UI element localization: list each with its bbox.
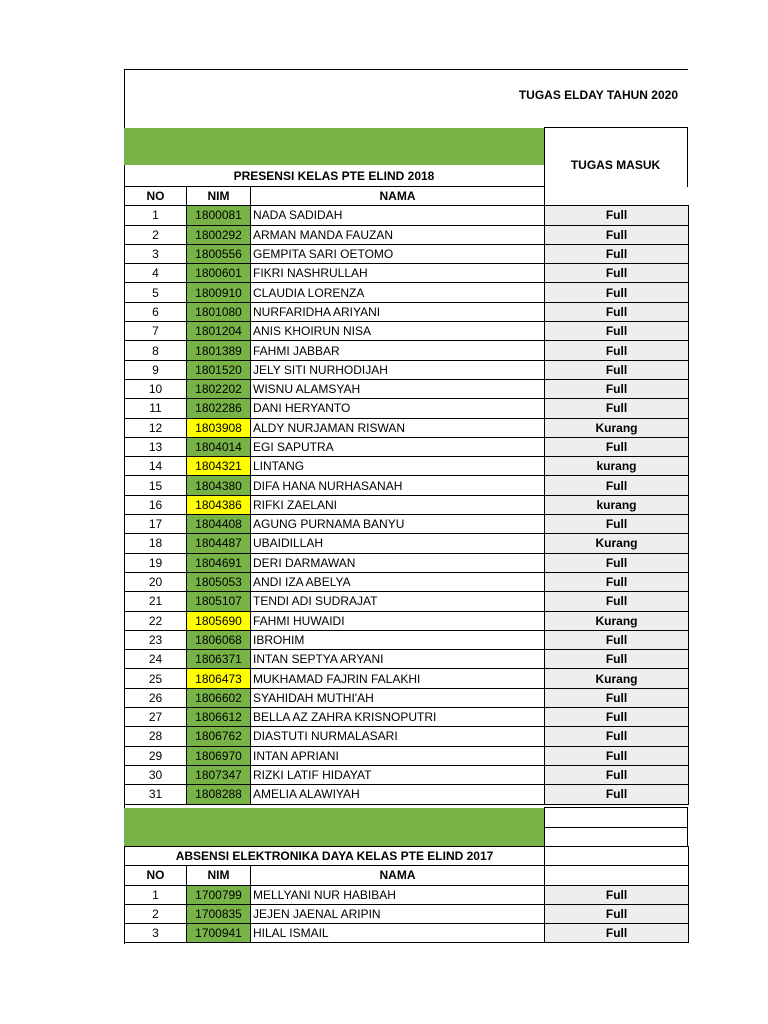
row-nim: 1801080	[187, 302, 251, 321]
row-nama: SYAHIDAH MUTHI'AH	[251, 688, 545, 707]
row-status: kurang	[545, 495, 689, 514]
row-nama: JELY SITI NURHODIJAH	[251, 360, 545, 379]
row-status: Full	[545, 553, 689, 572]
section2-header-row	[125, 866, 689, 885]
row-nim: 1802286	[187, 399, 251, 418]
row-nama: BELLA AZ ZAHRA KRISNOPUTRI	[251, 708, 545, 727]
row-status: Full	[545, 885, 689, 904]
row-status: Kurang	[545, 611, 689, 630]
row-no: 15	[125, 476, 187, 495]
section1-green-band	[124, 128, 544, 165]
table-row	[125, 437, 689, 456]
row-nim: 1804487	[187, 534, 251, 553]
row-no: 6	[125, 302, 187, 321]
row-no: 24	[125, 650, 187, 669]
row-status: Full	[545, 437, 689, 456]
table-row	[125, 244, 689, 263]
row-nama: FIKRI NASHRULLAH	[251, 264, 545, 283]
row-nama: CLAUDIA LORENZA	[251, 283, 545, 302]
row-nama: JEJEN JAENAL ARIPIN	[251, 904, 545, 923]
row-no: 16	[125, 495, 187, 514]
row-nama: ANIS KHOIRUN NISA	[251, 322, 545, 341]
section2-gap-cell-2	[544, 827, 688, 847]
row-status: Full	[545, 727, 689, 746]
row-status: Full	[545, 225, 689, 244]
row-nim: 1700941	[187, 924, 251, 943]
row-no: 22	[125, 611, 187, 630]
row-status: Full	[545, 630, 689, 649]
row-status: Full	[545, 283, 689, 302]
row-status: Full	[545, 708, 689, 727]
row-status: Full	[545, 515, 689, 534]
row-no: 10	[125, 379, 187, 398]
row-no: 21	[125, 592, 187, 611]
row-nim: 1804691	[187, 553, 251, 572]
row-nim: 1805107	[187, 592, 251, 611]
row-status: Full	[545, 322, 689, 341]
row-status: Full	[545, 650, 689, 669]
row-status: Kurang	[545, 418, 689, 437]
row-no: 18	[125, 534, 187, 553]
row-no: 28	[125, 727, 187, 746]
table-row	[125, 885, 689, 904]
document-title: TUGAS ELDAY TAHUN 2020	[518, 88, 678, 102]
table-row	[125, 746, 689, 765]
row-nim: 1804408	[187, 515, 251, 534]
row-no: 4	[125, 264, 187, 283]
row-status: Full	[545, 476, 689, 495]
row-nama: FAHMI JABBAR	[251, 341, 545, 360]
row-no: 13	[125, 437, 187, 456]
row-nim: 1806068	[187, 630, 251, 649]
row-no: 1	[125, 885, 187, 904]
row-nim: 1808288	[187, 785, 251, 804]
row-nama: DERI DARMAWAN	[251, 553, 545, 572]
section2-table	[124, 846, 689, 943]
row-no: 14	[125, 457, 187, 476]
row-nim: 1805053	[187, 572, 251, 591]
table-row	[125, 727, 689, 746]
row-no: 3	[125, 244, 187, 263]
row-status: Full	[545, 341, 689, 360]
row-no: 30	[125, 765, 187, 784]
row-no: 7	[125, 322, 187, 341]
table-row	[125, 399, 689, 418]
table-row	[125, 495, 689, 514]
table-row	[125, 688, 689, 707]
row-nim: 1804014	[187, 437, 251, 456]
row-nim: 1806371	[187, 650, 251, 669]
row-nama: UBAIDILLAH	[251, 534, 545, 553]
row-nama: MUKHAMAD FAJRIN FALAKHI	[251, 669, 545, 688]
table-row	[125, 904, 689, 923]
row-status: Full	[545, 244, 689, 263]
table-row	[125, 669, 689, 688]
row-nim: 1806602	[187, 688, 251, 707]
table-row	[125, 341, 689, 360]
row-nama: FAHMI HUWAIDI	[251, 611, 545, 630]
row-no: 5	[125, 283, 187, 302]
row-status: Full	[545, 264, 689, 283]
row-no: 27	[125, 708, 187, 727]
table-row	[125, 515, 689, 534]
row-nim: 1804380	[187, 476, 251, 495]
row-nama: WISNU ALAMSYAH	[251, 379, 545, 398]
row-nama: GEMPITA SARI OETOMO	[251, 244, 545, 263]
header-blank	[545, 866, 689, 885]
row-nama: DIFA HANA NURHASANAH	[251, 476, 545, 495]
row-nama: MELLYANI NUR HABIBAH	[251, 885, 545, 904]
row-nama: ANDI IZA ABELYA	[251, 572, 545, 591]
table-row	[125, 592, 689, 611]
row-status: kurang	[545, 457, 689, 476]
table-row	[125, 283, 689, 302]
row-no: 20	[125, 572, 187, 591]
table-row	[125, 785, 689, 804]
table-row	[125, 534, 689, 553]
row-nim: 1801204	[187, 322, 251, 341]
row-nama: DIASTUTI NURMALASARI	[251, 727, 545, 746]
row-nim: 1800556	[187, 244, 251, 263]
row-no: 23	[125, 630, 187, 649]
row-status: Full	[545, 785, 689, 804]
table-row	[125, 630, 689, 649]
table-row	[125, 457, 689, 476]
row-status: Full	[545, 688, 689, 707]
row-nama: AMELIA ALAWIYAH	[251, 785, 545, 804]
header-nim: NIM	[187, 187, 251, 206]
row-no: 25	[125, 669, 187, 688]
row-nim: 1801389	[187, 341, 251, 360]
section2-gap-cell-1	[544, 807, 688, 828]
table-row	[125, 418, 689, 437]
row-nim: 1800910	[187, 283, 251, 302]
row-nama: ALDY NURJAMAN RISWAN	[251, 418, 545, 437]
row-nim: 1806612	[187, 708, 251, 727]
row-nama: INTAN SEPTYA ARYANI	[251, 650, 545, 669]
row-nim: 1800601	[187, 264, 251, 283]
header-nama: NAMA	[251, 866, 545, 885]
row-no: 12	[125, 418, 187, 437]
row-status: Kurang	[545, 534, 689, 553]
row-nim: 1802202	[187, 379, 251, 398]
row-nama: RIFKI ZAELANI	[251, 495, 545, 514]
section2-title-row	[125, 847, 689, 866]
table-row	[125, 650, 689, 669]
row-no: 31	[125, 785, 187, 804]
row-status: Full	[545, 399, 689, 418]
row-nim: 1805690	[187, 611, 251, 630]
row-nama: ARMAN MANDA FAUZAN	[251, 225, 545, 244]
row-nama: NURFARIDHA ARIYANI	[251, 302, 545, 321]
row-status: Full	[545, 206, 689, 225]
sheet-top-border	[124, 69, 688, 70]
table-row	[125, 322, 689, 341]
row-nim: 1804386	[187, 495, 251, 514]
table-row	[125, 611, 689, 630]
row-status: Full	[545, 572, 689, 591]
row-no: 26	[125, 688, 187, 707]
section2-title-blank	[545, 847, 689, 866]
row-status: Full	[545, 746, 689, 765]
row-no: 8	[125, 341, 187, 360]
row-nim: 1700799	[187, 885, 251, 904]
row-status: Full	[545, 765, 689, 784]
table-row	[125, 765, 689, 784]
row-nama: LINTANG	[251, 457, 545, 476]
row-status: Kurang	[545, 669, 689, 688]
row-no: 3	[125, 924, 187, 943]
row-status: Full	[545, 302, 689, 321]
row-status: Full	[545, 379, 689, 398]
table-row	[125, 553, 689, 572]
row-status: Full	[545, 360, 689, 379]
row-nim: 1807347	[187, 765, 251, 784]
row-nama: DANI HERYANTO	[251, 399, 545, 418]
section1-title: PRESENSI KELAS PTE ELIND 2018	[233, 169, 435, 183]
row-nim: 1800292	[187, 225, 251, 244]
header-no: NO	[125, 866, 187, 885]
row-nama: TENDI ADI SUDRAJAT	[251, 592, 545, 611]
row-nim: 1804321	[187, 457, 251, 476]
row-nama: RIZKI LATIF HIDAYAT	[251, 765, 545, 784]
row-nama: INTAN APRIANI	[251, 746, 545, 765]
table-row	[125, 379, 689, 398]
section1-header-row	[125, 187, 689, 206]
table-row	[125, 206, 689, 225]
section2-title: ABSENSI ELEKTRONIKA DAYA KELAS PTE ELIND 2017	[125, 847, 545, 866]
row-nim: 1803908	[187, 418, 251, 437]
row-status: Full	[545, 592, 689, 611]
row-nim: 1806473	[187, 669, 251, 688]
row-no: 11	[125, 399, 187, 418]
row-status: Full	[545, 904, 689, 923]
table-row	[125, 264, 689, 283]
table-row	[125, 708, 689, 727]
header-nim: NIM	[187, 866, 251, 885]
section2-green-band	[124, 808, 544, 846]
row-no: 2	[125, 904, 187, 923]
row-nama: EGI SAPUTRA	[251, 437, 545, 456]
row-nim: 1700835	[187, 904, 251, 923]
header-blank	[545, 187, 689, 206]
table-row	[125, 572, 689, 591]
section1-table	[124, 186, 689, 805]
row-nim: 1806970	[187, 746, 251, 765]
row-nim: 1806762	[187, 727, 251, 746]
row-nama: HILAL ISMAIL	[251, 924, 545, 943]
table-row	[125, 476, 689, 495]
table-row	[125, 360, 689, 379]
row-status: Full	[545, 924, 689, 943]
header-nama: NAMA	[251, 187, 545, 206]
row-no: 29	[125, 746, 187, 765]
row-no: 17	[125, 515, 187, 534]
row-nama: NADA SADIDAH	[251, 206, 545, 225]
table-row	[125, 302, 689, 321]
table-row	[125, 225, 689, 244]
header-no: NO	[125, 187, 187, 206]
table-row	[125, 924, 689, 943]
row-nama: AGUNG PURNAMA BANYU	[251, 515, 545, 534]
row-no: 19	[125, 553, 187, 572]
row-no: 1	[125, 206, 187, 225]
row-no: 9	[125, 360, 187, 379]
row-nama: IBROHIM	[251, 630, 545, 649]
row-nim: 1801520	[187, 360, 251, 379]
tugas-masuk-label: TUGAS MASUK	[570, 158, 661, 172]
row-nim: 1800081	[187, 206, 251, 225]
row-no: 2	[125, 225, 187, 244]
